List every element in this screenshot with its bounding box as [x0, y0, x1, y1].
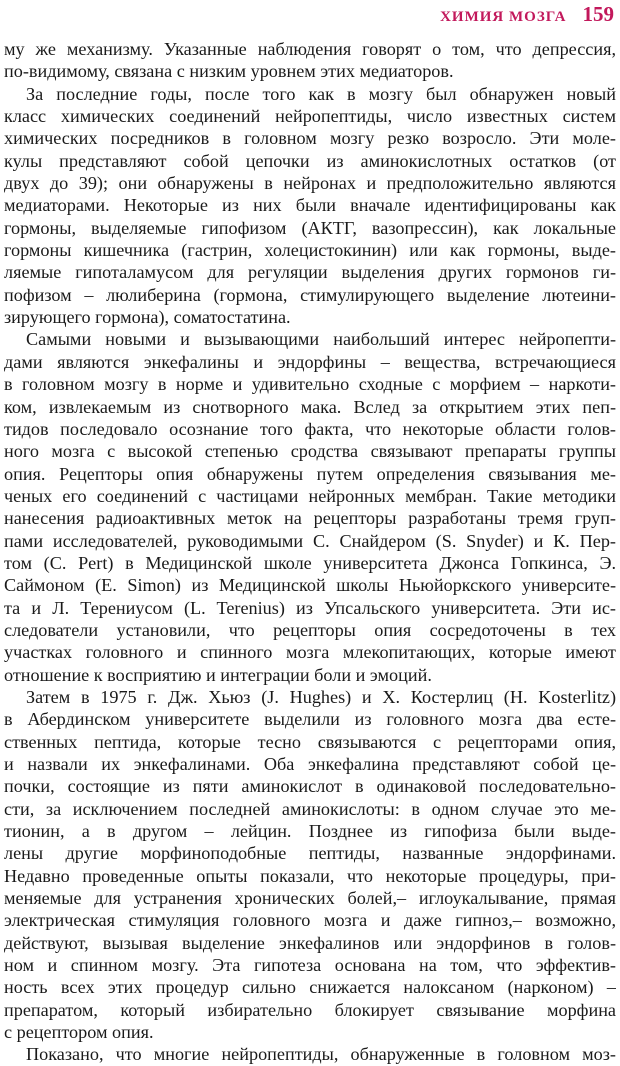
text-line: Затем в 1975 г. Дж. Хьюз (J. Hughes) и X. Костерлиц (Н. Kosterlitz)	[26, 686, 616, 707]
text-line: действуют, вызывая выделение энкефалинов или эндорфинов в голов-	[4, 932, 616, 953]
text-line: и назвали их энкефалинами. Оба энкефалина представляют собой це-	[4, 754, 616, 774]
text-line: химических посредников в головном мозгу резко возросло. Эти моле-	[4, 128, 616, 149]
text-line: отношение к восприятию и интеграции боли и эмоций.	[4, 664, 432, 685]
text-line: Показано, что многие нейропептиды, обнаруженные в головном моз-	[26, 1044, 616, 1065]
text-line: тионин, а в другом – лейцин. Позднее из гипофиза были выде-	[4, 821, 616, 842]
text-line: ком, извлекаемым из снотворного мака. Вслед за открытием этих пеп-	[4, 396, 616, 417]
text-line: ного мозга с высокой степенью сродства связывают препараты группы	[4, 441, 616, 462]
page-number: 159	[582, 2, 614, 26]
text-line: зирующего гормона), соматостатина.	[4, 307, 291, 328]
text-line: ность всех этих процедур сильно снижается налоксаном (нарконом) –	[4, 977, 616, 998]
text-line: класс химических соединений нейропептиды, число известных систем	[4, 106, 616, 127]
text-line: меняемые для устранения хронических болей,– иглоукалывание, прямая	[4, 888, 616, 909]
text-line: ственных пептида, которые тесно связываются с рецепторами опия,	[4, 731, 616, 752]
text-line: ляемые гипоталамусом для регуляции выделения других гормонов ги-	[4, 262, 616, 283]
text-line: в Абердинском университете выделили из головного мозга два есте-	[4, 709, 616, 730]
text-line: в головном мозгу в норме и удивительно сходные с морфием – наркоти-	[4, 374, 616, 395]
text-line: препаратом, который избирательно блокирует связывание морфина	[4, 999, 616, 1020]
text-line: сти, за исключением последней аминокислоты: в одном случае это ме-	[4, 798, 616, 819]
text-line: том (С. Pert) в Медицинской школе университета Джонса Гопкинса, Э.	[4, 552, 616, 573]
text-line: Самыми новыми и вызывающими наибольший интерес нейропепти-	[26, 329, 616, 350]
body-text	[4, 38, 616, 1066]
text-line: лены другие морфиноподобные пептиды, названные эндорфинами.	[4, 843, 616, 864]
text-line: нанесения радиоактивных меток на рецепторы разработаны тремя груп-	[4, 508, 616, 529]
text-line: опия. Рецепторы опия обнаружены путем определения связывания ме-	[4, 463, 616, 484]
text-line: та и Л. Терениусом (L. Terenius) из Упсальского университета. Эти ис-	[4, 597, 616, 618]
page-header	[440, 2, 614, 27]
text-line: ченых его соединений с частицами нейронных мембран. Такие методики	[4, 485, 616, 506]
text-line: электрическая стимуляция головного мозга и даже гипноз,– возможно,	[4, 910, 616, 931]
text-line: следователи установили, что рецепторы опия сосредоточены в тех	[4, 619, 616, 640]
text-line: пами исследователей, руководимыми С. Снайдером (S. Snyder) и К. Пер-	[4, 530, 616, 551]
text-line: му же механизму. Указанные наблюдения говорят о том, что депрессия,	[4, 39, 616, 59]
text-line: кулы представляют собой цепочки из аминокислотных остатков (от	[4, 150, 616, 171]
text-line: дами являются энкефалины и эндорфины – вещества, встречающиеся	[4, 351, 616, 372]
text-line: Саймоном (Е. Simon) из Медицинской школы Ньюйоркского университе-	[4, 575, 616, 596]
text-line: гормоны кишечника (гастрин, холецистокинин) или как гормоны, выде-	[4, 240, 616, 261]
text-line: ном и спинном мозгу. Эта гипотеза основана на том, что эффектив-	[4, 955, 616, 976]
text-line: гормоны, выделяемые гипофизом (АКТГ, вазопрессин), как локальные	[4, 217, 616, 238]
text-line: медиаторами. Некоторые из них были вначале идентифицированы как	[4, 195, 616, 216]
text-line: с рецептором опия.	[4, 1022, 154, 1043]
text-line: За последние годы, после того как в мозгу был обнаружен новый	[26, 83, 616, 104]
text-line: пофизом – люлиберина (гормона, стимулирующего выделение лютеини-	[4, 284, 616, 305]
running-title: ХИМИЯ МОЗГА	[440, 9, 567, 25]
text-line: по-видимому, связана с низким уровнем этих медиаторов.	[4, 61, 454, 82]
text-line: двух до 39); они обнаружены в нейронах и предположительно являются	[4, 173, 616, 194]
text-line: участках головного и спинного мозга млекопитающих, которые имеют	[4, 642, 616, 663]
text-line: почки, состоящие из пяти аминокислот в одинаковой последовательно-	[4, 776, 616, 797]
text-line: Недавно проведенные опыты показали, что некоторые процедуры, при-	[4, 865, 616, 886]
text-line: тидов последовало осознание того факта, что некоторые области голов-	[4, 418, 616, 439]
